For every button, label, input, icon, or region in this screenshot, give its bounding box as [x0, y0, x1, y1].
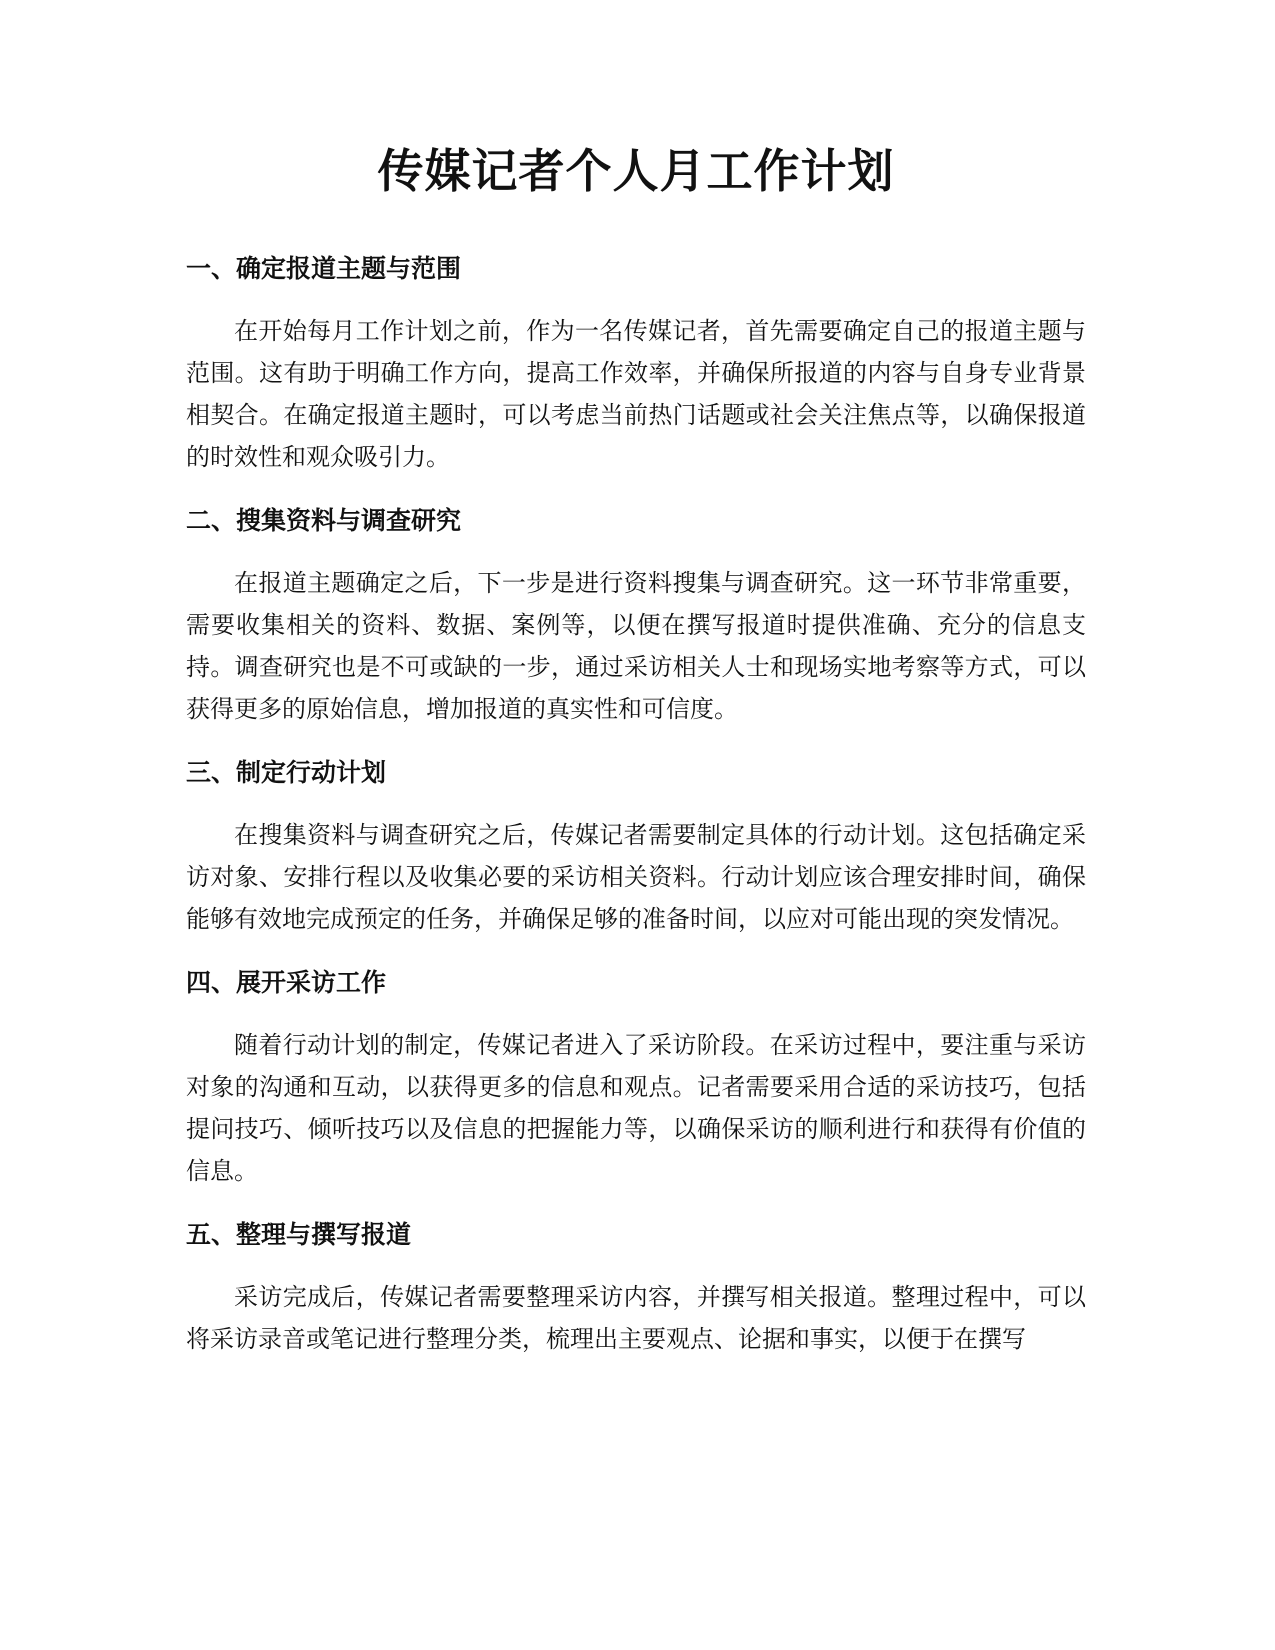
section-paragraph: 采访完成后，传媒记者需要整理采访内容，并撰写相关报道。整理过程中，可以将采访录音或笔记进行整理分类，梳理出主要观点、论据和事实，以便于在撰写 [186, 1283, 1086, 1353]
section-4 [186, 966, 1086, 1192]
section-heading: 一、确定报道主题与范围 [186, 254, 462, 283]
page-title: 传媒记者个人月工作计划 [377, 144, 895, 198]
section-1 [186, 252, 1086, 478]
document-page [186, 140, 1086, 1386]
section-paragraph: 在搜集资料与调查研究之后，传媒记者需要制定具体的行动计划。这包括确定采访对象、安排行程以及收集必要的采访相关资料。行动计划应该合理安排时间，确保能够有效地完成预定的任务，并确保足够的准备时间，以应对可能出现的突发情况。 [186, 821, 1086, 933]
section-3 [186, 756, 1086, 940]
section-paragraph: 随着行动计划的制定，传媒记者进入了采访阶段。在采访过程中，要注重与采访对象的沟通和互动，以获得更多的信息和观点。记者需要采用合适的采访技巧，包括提问技巧、倾听技巧以及信息的把握能力等，以确保采访的顺利进行和获得有价值的信息。 [186, 1031, 1086, 1185]
section-heading: 五、整理与撰写报道 [186, 1220, 412, 1249]
section-heading: 四、展开采访工作 [186, 968, 387, 997]
section-paragraph: 在开始每月工作计划之前，作为一名传媒记者，首先需要确定自己的报道主题与范围。这有助于明确工作方向，提高工作效率，并确保所报道的内容与自身专业背景相契合。在确定报道主题时，可以考虑当前热门话题或社会关注焦点等，以确保报道的时效性和观众吸引力。 [186, 317, 1086, 471]
section-heading: 三、制定行动计划 [186, 758, 387, 787]
section-paragraph: 在报道主题确定之后，下一步是进行资料搜集与调查研究。这一环节非常重要，需要收集相关的资料、数据、案例等，以便在撰写报道时提供准确、充分的信息支持。调查研究也是不可或缺的一步，通过采访相关人士和现场实地考察等方式，可以获得更多的原始信息，增加报道的真实性和可信度。 [186, 569, 1086, 723]
section-heading: 二、搜集资料与调查研究 [186, 506, 462, 535]
section-2 [186, 504, 1086, 730]
section-5 [186, 1218, 1086, 1360]
